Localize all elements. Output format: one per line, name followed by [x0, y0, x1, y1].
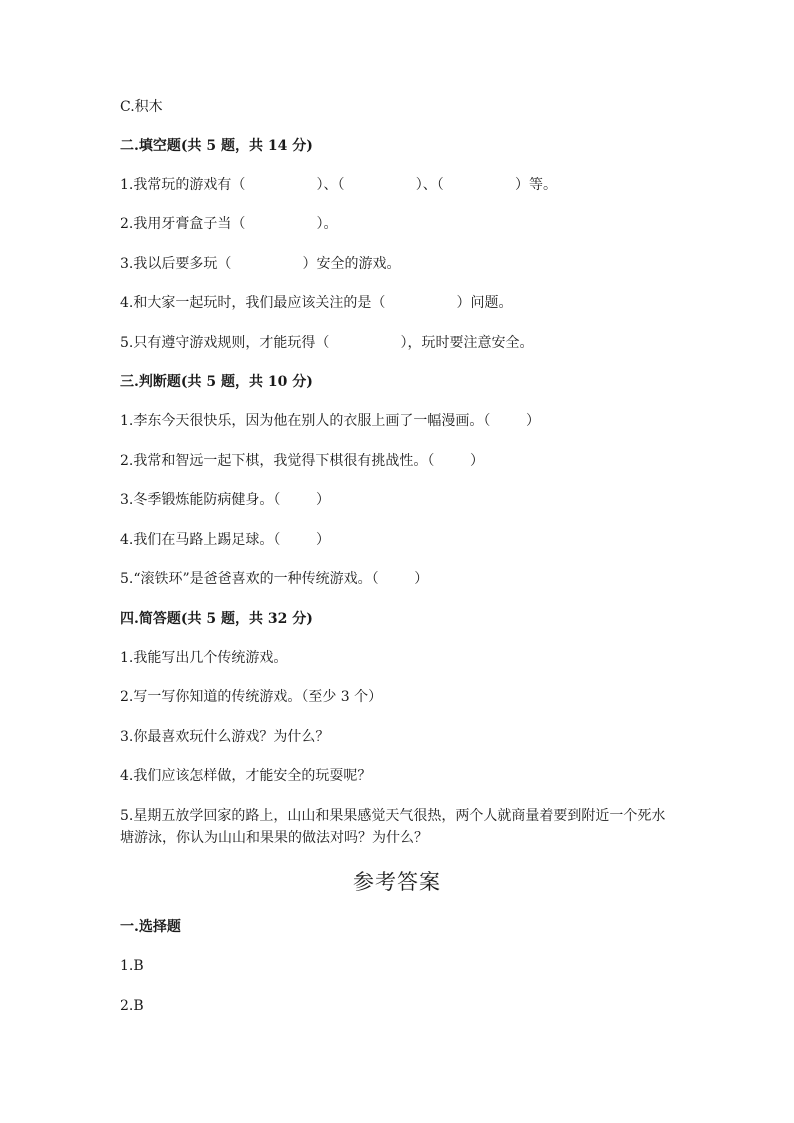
question-item: 3.你最喜欢玩什么游戏？为什么？	[120, 729, 330, 745]
option-c: C.积木	[120, 99, 163, 115]
section-heading-short-answer: 四.简答题(共 5 题，共 32 分)	[120, 611, 313, 627]
question-item: 5.“滚铁环”是爸爸喜欢的一种传统游戏。（ ）	[120, 571, 429, 587]
question-item: 1.李东今天很快乐，因为他在别人的衣服上画了一幅漫画。（ ）	[120, 413, 540, 429]
question-item: 5.只有遵守游戏规则，才能玩得（ ），玩时要注意安全。	[120, 335, 534, 351]
question-item: 3.我以后要多玩（ ）安全的游戏。	[120, 256, 401, 272]
question-item: 5.星期五放学回家的路上，山山和果果感觉天气很热，两个人就商量着要到附近一个死水塘游泳，你认为山山和果果的做法对吗？为什么？	[120, 808, 666, 846]
question-item: 1.我能写出几个传统游戏。	[120, 650, 288, 666]
section-heading-fill-in: 二.填空题(共 5 题，共 14 分)	[120, 138, 313, 154]
question-item: 4.我们应该怎样做，才能安全的玩耍呢？	[120, 768, 372, 784]
question-item: 3.冬季锻炼能防病健身。（ ）	[120, 492, 330, 508]
question-item: 2.我用牙膏盒子当（ ）。	[120, 216, 338, 232]
question-item: 2.我常和智远一起下棋，我觉得下棋很有挑战性。（ ）	[120, 453, 484, 469]
question-item: 4.和大家一起玩时，我们最应该关注的是（ ）问题。	[120, 295, 513, 311]
section-heading-true-false: 三.判断题(共 5 题，共 10 分)	[120, 374, 313, 390]
answer-item: 2.B	[120, 998, 144, 1014]
question-item: 4.我们在马路上踢足球。（ ）	[120, 532, 330, 548]
answer-section-heading: 一.选择题	[120, 919, 181, 935]
question-item: 1.我常玩的游戏有（ ）、（ ）、（ ）等。	[120, 177, 557, 193]
question-item: 2.写一写你知道的传统游戏。（至少 3 个）	[120, 689, 383, 705]
answer-key-title: 参考答案	[353, 870, 441, 894]
answer-item: 1.B	[120, 958, 144, 974]
